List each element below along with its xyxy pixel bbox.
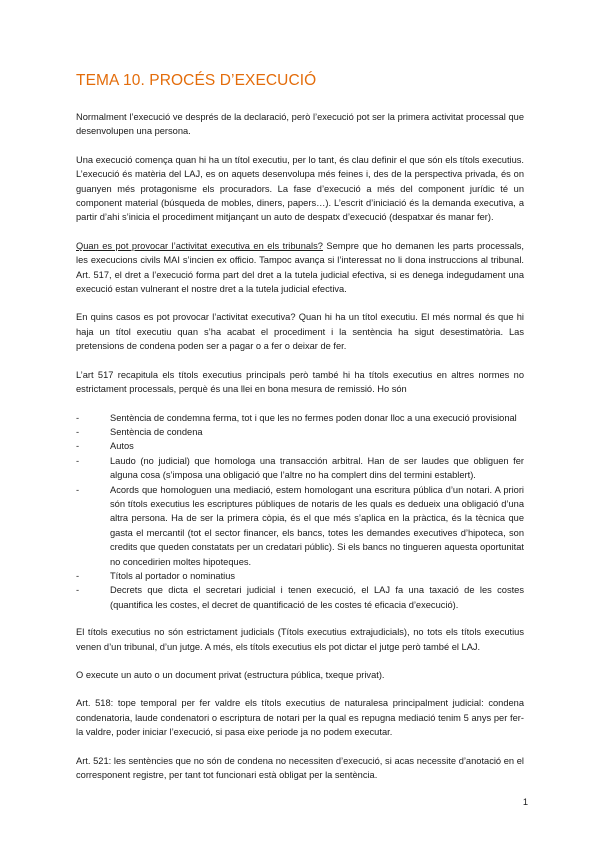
paragraph-cases: En quins casos es pot provocar l’activitat executiva? Quan hi ha un títol executiu. El més normal és que hi haja un títol executiu quan s’ha acabat el procediment i la sentència ha sigut desestimatòria. Las pretensions de condena poden ser a pagar o a fer o deixar de fer.	[76, 312, 524, 352]
paragraph-art-518: Art. 518: tope temporal per fer valdre els títols executius de naturalesa principalment judicial: condena condenatoria, laude condenatori o escriptura de notari per la qual es repugna mediació tenim 5 anys per fer-la valdre, poder iniciar l’execució, si pasa eixe periode ja no podem executar.	[76, 698, 524, 738]
list-item: - Laudo (no judicial) que homologa una transacción arbitral. Han de ser laudes que obliguen fer alguna cosa (s’imposa una obligació que l’altre no ha complert dins del termini establert).	[110, 454, 524, 483]
list-item: - Sentència de condemna ferma, tot i que les no fermes poden donar lloc a una execució provisional	[110, 411, 524, 425]
page-number: 1	[522, 797, 528, 807]
list-item: - Autos	[110, 439, 524, 453]
paragraph-when-activity-text: Sempre que ho demanen les parts processals, les execucions civils MAI s’incien ex officio. Tampoc avança si l’interessat no li dona instruccions al tribunal. Art. 517, el dret a l’execució forma part del dret a la tutela judicial efectiva, si es denega indegudament una execució estan vulnerant el nostre dret a la tutela judicial efectiva.	[76, 240, 525, 295]
paragraph-art-517: L’art 517 recapitula els títols executius principals però també hi ha títols executius en altres normes no estrictament processals, perquè és una llei en bona mesura de remissió. Ho són	[76, 369, 524, 395]
list-item: - Títols al portador o nominatius	[110, 569, 524, 583]
page-title: TEMA 10. PROCÉS D’EXECUCIÓ	[76, 72, 317, 89]
paragraph-intro: Normalment l’execució ve després de la declaració, però l’execució pot ser la primera activitat processal que desenvolupen una persona.	[76, 112, 524, 137]
paragraph-when-activity	[76, 239, 524, 297]
list-item: - Decrets que dicta el secretari judicial i tenen execució, el LAJ fa una taxació de les costes (quantifica les costes, el decret de quantificació de les costes té eficacia d’execució).	[110, 583, 524, 612]
paragraph-execution-start: Una execució comença quan hi ha un títol executiu, per lo tant, és clau definir el que són els títols executius. L’execució és matèria del LAJ, es on aquets desenvolupa més feines i, des de la perspectiva privada, és on guanyen més protagonisme els procuradors. La fase d’execució a més del component jurídic té un component material (búsqueda de mobles, diners, papers…). L’escrit d’iniciació és la demanda executiva, a partir d’ahi s’inicia el procediment mitjançant un auto de despatx d’execució (despatxar és manar fer).	[76, 154, 524, 223]
paragraph-extrajudicial: El títols executius no són estrictament judicials (Títols executius extrajudicials), no tots els títols executius venen d’un tribunal, d’un jutge. A més, els títols executius els pot dictar el jutge però també el LAJ.	[76, 627, 524, 652]
paragraph-art-521: Art. 521: les sentències que no són de condena no necessiten d’execució, si acas necessite d’anotació en el corresponent registre, per tant tot funcionari està obligat per la sentència.	[76, 755, 524, 781]
underlined-question: Quan es pot provocar l’activitat executiva en els tribunals?	[76, 240, 323, 251]
paragraph-auto-document: O execute un auto o un document privat (estructura pública, txeque privat).	[76, 670, 385, 680]
list-item: - Sentència de condena	[110, 425, 524, 439]
list-item: - Acords que homologuen una mediació, estem homologant una escritura pública d’un notari. A priori són títols executius les escriptures públiques de notaris de les quals es dedueix una obligació d’una altra persona. Ha de ser la primera còpia, és el que més s’aplica en la pràctica, és la tècnica que gasta el mercantil (tot el sector financer, els bancs, totes les demandes executives d’hipoteca, son credits que queden constatats per un credatari públic). Si els bancs no tingueren aquesta oportunitat no concedirien moltes hipoteques.	[110, 483, 524, 569]
executive-titles-list	[76, 411, 524, 613]
